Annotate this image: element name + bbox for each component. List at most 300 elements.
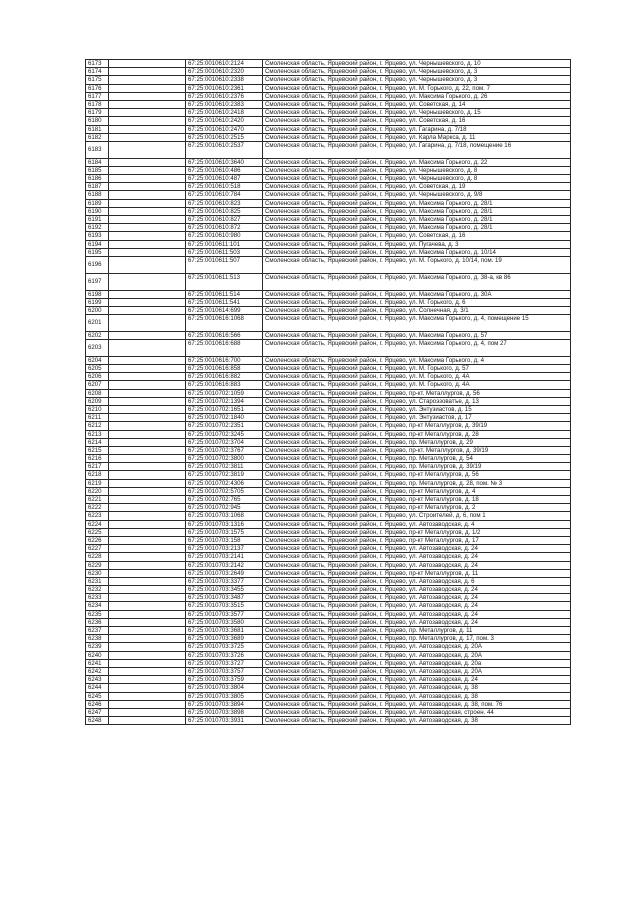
object-address: Смоленская область, Ярцевский район, г. Ярцево, пр-кт Металлургов, д. 39/19 (263, 422, 571, 430)
row-number: 6200 (86, 306, 109, 314)
table-row (86, 340, 571, 357)
cadastral-number: 67:25:0010616:688 (186, 340, 263, 357)
row-number: 6187 (86, 183, 109, 191)
row-number: 6186 (86, 175, 109, 183)
row-number: 6225 (86, 528, 109, 536)
table-row (86, 643, 571, 651)
object-address: Смоленская область, Ярцевский район, г. Ярцево, ул. Энтузиастов, д. 15 (263, 405, 571, 413)
row-number: 6198 (86, 290, 109, 298)
row-number: 6182 (86, 133, 109, 141)
cadastral-number: 67:25:0010611:101 (186, 240, 263, 248)
row-empty-cell (109, 692, 186, 700)
object-address: Смоленская область, Ярцевский район, г. Ярцево, ул. Автозаводская, д. 24 (263, 586, 571, 594)
table-row (86, 586, 571, 594)
table-row (86, 183, 571, 191)
object-address: Смоленская область, Ярцевский район, г. Ярцево, ул. Автозаводская, д. 20А (263, 651, 571, 659)
row-empty-cell (109, 586, 186, 594)
cadastral-number: 67:25:0010703:3726 (186, 651, 263, 659)
object-address: Смоленская область, Ярцевский район, г. Ярцево, ул. Чернышевского, д. 3 (263, 76, 571, 84)
object-address: Смоленская область, Ярцевский район, г. Ярцево, ул. М. Горького, д. 22, пом. 7 (263, 84, 571, 92)
cadastral-number: 67:25:0010614:699 (186, 306, 263, 314)
row-empty-cell (109, 365, 186, 373)
object-address: Смоленская область, Ярцевский район, г. Ярцево, ул. Чернышевского, д. 8 (263, 175, 571, 183)
object-address: Смоленская область, Ярцевский район, г. Ярцево, ул. М. Горького, д. 10/14, пом. 19 (263, 256, 571, 273)
table-row (86, 191, 571, 199)
row-empty-cell (109, 487, 186, 495)
table-row (86, 141, 571, 158)
table-row (86, 667, 571, 675)
cadastral-number: 67:25:0010616:1068 (186, 315, 263, 332)
table-row (86, 635, 571, 643)
row-number: 6173 (86, 60, 109, 68)
row-empty-cell (109, 561, 186, 569)
table-row (86, 561, 571, 569)
cadastral-number: 67:25:0010610:486 (186, 166, 263, 174)
row-empty-cell (109, 232, 186, 240)
row-number: 6238 (86, 635, 109, 643)
cadastral-number: 67:25:0010616:883 (186, 381, 263, 389)
cadastral-number: 67:25:0010610:2361 (186, 84, 263, 92)
table-row (86, 496, 571, 504)
table-row (86, 504, 571, 512)
object-address: Смоленская область, Ярцевский район, г. Ярцево, ул. Пугачева, д. 3 (263, 240, 571, 248)
row-number: 6188 (86, 191, 109, 199)
row-number: 6195 (86, 248, 109, 256)
row-empty-cell (109, 158, 186, 166)
object-address: Смоленская область, Ярцевский район, г. Ярцево, пр. Металлургов, д. 17, пом. 3 (263, 635, 571, 643)
row-number: 6240 (86, 651, 109, 659)
object-address: Смоленская область, Ярцевский район, г. Ярцево, ул. Максима Горького, д. 30А (263, 290, 571, 298)
row-number: 6237 (86, 627, 109, 635)
row-number: 6217 (86, 463, 109, 471)
object-address: Смоленская область, Ярцевский район, г. Ярцево, ул. Автозаводская, д. 38, пом. 76 (263, 700, 571, 708)
row-empty-cell (109, 397, 186, 405)
row-number: 6205 (86, 365, 109, 373)
cadastral-number: 67:25:0010610:3640 (186, 158, 263, 166)
cadastral-number: 67:25:0010703:3681 (186, 627, 263, 635)
row-empty-cell (109, 191, 186, 199)
row-number: 6221 (86, 496, 109, 504)
object-address: Смоленская область, Ярцевский район, г. Ярцево, ул. Солнечная, д. 3/1 (263, 306, 571, 314)
object-address: Смоленская область, Ярцевский район, г. Ярцево, пр-кт Металлургов, д. 1/2 (263, 528, 571, 536)
row-number: 6194 (86, 240, 109, 248)
row-number: 6180 (86, 117, 109, 125)
row-empty-cell (109, 248, 186, 256)
row-number: 6224 (86, 520, 109, 528)
table-row (86, 109, 571, 117)
cadastral-number: 67:25:0010703:3898 (186, 708, 263, 716)
table-row (86, 248, 571, 256)
row-number: 6212 (86, 422, 109, 430)
object-address: Смоленская область, Ярцевский район, г. Ярцево, ул. Максима Горького, д. 4 (263, 356, 571, 364)
cadastral-number: 67:25:0010703:3377 (186, 577, 263, 585)
row-number: 6219 (86, 479, 109, 487)
object-address: Смоленская область, Ярцевский район, г. Ярцево, ул. Автозаводская, д. 38 (263, 692, 571, 700)
row-empty-cell (109, 76, 186, 84)
cadastral-number: 67:25:0010703:3805 (186, 692, 263, 700)
row-empty-cell (109, 463, 186, 471)
table-row (86, 414, 571, 422)
row-number: 6243 (86, 676, 109, 684)
row-empty-cell (109, 175, 186, 183)
table-row (86, 290, 571, 298)
row-empty-cell (109, 659, 186, 667)
table-row (86, 536, 571, 544)
cadastral-number: 67:25:0010703:158 (186, 536, 263, 544)
table-row (86, 577, 571, 585)
object-address: Смоленская область, Ярцевский район, г. Ярцево, ул. Автозаводская, д. 20А (263, 667, 571, 675)
cadastral-number: 67:25:0010702:1651 (186, 405, 263, 413)
row-number: 6228 (86, 553, 109, 561)
object-address: Смоленская область, Ярцевский район, г. Ярцево, ул. Советская, д. 16 (263, 117, 571, 125)
row-empty-cell (109, 610, 186, 618)
object-address: Смоленская область, Ярцевский район, г. Ярцево, ул. Чернышевского, д. 10 (263, 60, 571, 68)
row-number: 6216 (86, 455, 109, 463)
row-number: 6207 (86, 381, 109, 389)
object-address: Смоленская область, Ярцевский район, г. Ярцево, ул. Автозаводская, д. 24 (263, 610, 571, 618)
table-row (86, 471, 571, 479)
object-address: Смоленская область, Ярцевский район, г. Ярцево, пр-кт Металлургов, д. 2 (263, 504, 571, 512)
cadastral-number: 67:25:0010702:3819 (186, 471, 263, 479)
cadastral-number: 67:25:0010702:945 (186, 504, 263, 512)
cadastral-number: 67:25:0010610:2537 (186, 141, 263, 158)
cadastral-number: 67:25:0010702:3245 (186, 430, 263, 438)
table-row (86, 199, 571, 207)
row-empty-cell (109, 520, 186, 528)
table-row (86, 446, 571, 454)
row-number: 6204 (86, 356, 109, 364)
table-row (86, 273, 571, 290)
table-row (86, 717, 571, 725)
cadastral-number: 67:25:0010610:487 (186, 175, 263, 183)
object-address: Смоленская область, Ярцевский район, г. Ярцево, ул. Максима Горького, д. 22 (263, 158, 571, 166)
table-row (86, 438, 571, 446)
object-address: Смоленская область, Ярцевский район, г. Ярцево, ул. Максима Горького, д. 4, пом 27 (263, 340, 571, 357)
row-empty-cell (109, 479, 186, 487)
table-row (86, 158, 571, 166)
object-address: Смоленская область, Ярцевский район, г. Ярцево, ул. Карла Маркса, д. 11 (263, 133, 571, 141)
table-row (86, 545, 571, 553)
row-empty-cell (109, 183, 186, 191)
row-empty-cell (109, 207, 186, 215)
object-address: Смоленская область, Ярцевский район, г. Ярцево, ул. Максима Горького, д. 38-а, кв 86 (263, 273, 571, 290)
row-empty-cell (109, 430, 186, 438)
object-address: Смоленская область, Ярцевский район, г. Ярцево, пр. Металлургов, д. 54 (263, 455, 571, 463)
row-empty-cell (109, 356, 186, 364)
table-row (86, 422, 571, 430)
table-row (86, 627, 571, 635)
cadastral-number: 67:25:0010702:1059 (186, 389, 263, 397)
object-address: Смоленская область, Ярцевский район, г. Ярцево, пр-кт Металлургов, д. 28 (263, 430, 571, 438)
row-empty-cell (109, 125, 186, 133)
row-empty-cell (109, 602, 186, 610)
table-row (86, 708, 571, 716)
object-address: Смоленская область, Ярцевский район, г. Ярцево, ул. М. Горького, д. 4А (263, 381, 571, 389)
row-empty-cell (109, 224, 186, 232)
row-empty-cell (109, 117, 186, 125)
row-empty-cell (109, 594, 186, 602)
object-address: Смоленская область, Ярцевский район, г. Ярцево, ул. Автозаводская, д. 24 (263, 594, 571, 602)
cadastral-number: 67:25:0010703:3804 (186, 684, 263, 692)
cadastral-number: 67:25:0010703:3487 (186, 594, 263, 602)
cadastral-number: 67:25:0010703:3757 (186, 667, 263, 675)
row-number: 6227 (86, 545, 109, 553)
row-empty-cell (109, 471, 186, 479)
cadastral-number: 67:25:0010702:1394 (186, 397, 263, 405)
table-row (86, 100, 571, 108)
table-row (86, 232, 571, 240)
row-number: 6248 (86, 717, 109, 725)
table-row (86, 700, 571, 708)
table-row (86, 224, 571, 232)
row-empty-cell (109, 60, 186, 68)
row-empty-cell (109, 68, 186, 76)
table-row (86, 389, 571, 397)
table-row (86, 175, 571, 183)
row-empty-cell (109, 651, 186, 659)
row-number: 6241 (86, 659, 109, 667)
table-row (86, 68, 571, 76)
row-empty-cell (109, 414, 186, 422)
row-number: 6174 (86, 68, 109, 76)
row-empty-cell (109, 627, 186, 635)
row-number: 6246 (86, 700, 109, 708)
table-row (86, 692, 571, 700)
cadastral-number: 67:25:0010610:2470 (186, 125, 263, 133)
cadastral-number: 67:25:0010610:827 (186, 215, 263, 223)
row-empty-cell (109, 569, 186, 577)
table-row (86, 315, 571, 332)
row-empty-cell (109, 199, 186, 207)
cadastral-number: 67:25:0010611:541 (186, 298, 263, 306)
row-empty-cell (109, 141, 186, 158)
table-row (86, 256, 571, 273)
object-address: Смоленская область, Ярцевский район, г. Ярцево, ул. Автозаводская, д. 24 (263, 602, 571, 610)
row-number: 6230 (86, 569, 109, 577)
row-number: 6202 (86, 331, 109, 339)
cadastral-number: 67:25:0010702:2351 (186, 422, 263, 430)
registry-table-body (86, 60, 571, 725)
row-number: 6236 (86, 618, 109, 626)
table-row (86, 84, 571, 92)
cadastral-number: 67:25:0010610:980 (186, 232, 263, 240)
row-empty-cell (109, 92, 186, 100)
row-empty-cell (109, 577, 186, 585)
table-row (86, 463, 571, 471)
table-row (86, 166, 571, 174)
row-empty-cell (109, 273, 186, 290)
cadastral-number: 67:25:0010616:700 (186, 356, 263, 364)
row-number: 6247 (86, 708, 109, 716)
object-address: Смоленская область, Ярцевский район, г. Ярцево, ул. Автозаводская, д. 20а (263, 659, 571, 667)
object-address: Смоленская область, Ярцевский район, г. Ярцево, ул. Строителей, д. 6, пом 1 (263, 512, 571, 520)
row-empty-cell (109, 455, 186, 463)
cadastral-number: 67:25:0010703:3759 (186, 676, 263, 684)
cadastral-number: 67:25:0010703:3455 (186, 586, 263, 594)
object-address: Смоленская область, Ярцевский район, г. Ярцево, пр. Металлургов, д. 29 (263, 438, 571, 446)
table-row (86, 569, 571, 577)
row-empty-cell (109, 618, 186, 626)
cadastral-number: 67:25:0010703:2142 (186, 561, 263, 569)
object-address: Смоленская область, Ярцевский район, г. Ярцево, ул. Максима Горького, д. 26 (263, 92, 571, 100)
row-number: 6177 (86, 92, 109, 100)
row-empty-cell (109, 166, 186, 174)
object-address: Смоленская область, Ярцевский район, г. Ярцево, пр-кт Металлургов, д. 17 (263, 536, 571, 544)
object-address: Смоленская область, Ярцевский район, г. Ярцево, пр. Металлургов, д. 11 (263, 627, 571, 635)
object-address: Смоленская область, Ярцевский район, г. Ярцево, ул. М. Горького, д. 4А (263, 373, 571, 381)
row-number: 6233 (86, 594, 109, 602)
table-row (86, 594, 571, 602)
row-empty-cell (109, 315, 186, 332)
table-row (86, 610, 571, 618)
row-empty-cell (109, 676, 186, 684)
table-row (86, 455, 571, 463)
row-empty-cell (109, 496, 186, 504)
object-address: Смоленская область, Ярцевский район, г. Ярцево, ул. Автозаводская, д. 4 (263, 520, 571, 528)
cadastral-number: 67:25:0010610:823 (186, 199, 263, 207)
cadastral-number: 67:25:0010703:3931 (186, 717, 263, 725)
cadastral-number: 67:25:0010703:1068 (186, 512, 263, 520)
object-address: Смоленская область, Ярцевский район, г. Ярцево, ул. Гагарина, д. 7/18 (263, 125, 571, 133)
registry-table (85, 59, 571, 725)
cadastral-number: 67:25:0010703:3515 (186, 602, 263, 610)
table-row (86, 487, 571, 495)
object-address: Смоленская область, Ярцевский район, г. Ярцево, ул. Максима Горького, д. 10/14 (263, 248, 571, 256)
row-empty-cell (109, 536, 186, 544)
row-empty-cell (109, 422, 186, 430)
row-empty-cell (109, 438, 186, 446)
table-row (86, 479, 571, 487)
object-address: Смоленская область, Ярцевский район, г. Ярцево, ул. Автозаводская, д. 24 (263, 553, 571, 561)
cadastral-number: 67:25:0010702:3767 (186, 446, 263, 454)
row-empty-cell (109, 635, 186, 643)
cadastral-number: 67:25:0010610:784 (186, 191, 263, 199)
row-number: 6179 (86, 109, 109, 117)
table-row (86, 92, 571, 100)
table-row (86, 215, 571, 223)
row-number: 6226 (86, 536, 109, 544)
cadastral-number: 67:25:0010702:3800 (186, 455, 263, 463)
row-number: 6213 (86, 430, 109, 438)
table-row (86, 676, 571, 684)
row-number: 6206 (86, 373, 109, 381)
row-empty-cell (109, 373, 186, 381)
row-empty-cell (109, 528, 186, 536)
table-row (86, 651, 571, 659)
row-empty-cell (109, 684, 186, 692)
cadastral-number: 67:25:0010703:3725 (186, 643, 263, 651)
table-row (86, 117, 571, 125)
object-address: Смоленская область, Ярцевский район, г. Ярцево, пр. Металлургов, д. 28, пом. № 3 (263, 479, 571, 487)
object-address: Смоленская область, Ярцевский район, г. Ярцево, ул. Автозаводская, д. 6 (263, 577, 571, 585)
row-empty-cell (109, 240, 186, 248)
object-address: Смоленская область, Ярцевский район, г. Ярцево, пр-кт. Металлургов, д. 39/19 (263, 446, 571, 454)
cadastral-number: 67:25:0010611:507 (186, 256, 263, 273)
object-address: Смоленская область, Ярцевский район, г. Ярцево, ул. Максима Горького, д. 28/1 (263, 224, 571, 232)
row-empty-cell (109, 553, 186, 561)
object-address: Смоленская область, Ярцевский район, г. Ярцево, пр-кт Металлургов, д. 56 (263, 471, 571, 479)
row-number: 6192 (86, 224, 109, 232)
row-empty-cell (109, 84, 186, 92)
cadastral-number: 67:25:0010610:2376 (186, 92, 263, 100)
table-row (86, 381, 571, 389)
row-empty-cell (109, 381, 186, 389)
row-number: 6193 (86, 232, 109, 240)
row-empty-cell (109, 290, 186, 298)
object-address: Смоленская область, Ярцевский район, г. Ярцево, ул. Чернышевского, д. 15 (263, 109, 571, 117)
row-empty-cell (109, 446, 186, 454)
table-row (86, 520, 571, 528)
row-number: 6203 (86, 340, 109, 357)
object-address: Смоленская область, Ярцевский район, г. Ярцево, ул. Автозаводская, строен. 44 (263, 708, 571, 716)
table-row (86, 298, 571, 306)
table-row (86, 553, 571, 561)
row-number: 6175 (86, 76, 109, 84)
object-address: Смоленская область, Ярцевский район, г. Ярцево, пр-кт Металлургов, д. 11 (263, 569, 571, 577)
cadastral-number: 67:25:0010611:513 (186, 273, 263, 290)
object-address: Смоленская область, Ярцевский район, г. Ярцево, ул. Максима Горького, д. 28/1 (263, 215, 571, 223)
table-row (86, 512, 571, 520)
cadastral-number: 67:25:0010702:5705 (186, 487, 263, 495)
object-address: Смоленская область, Ярцевский район, г. Ярцево, ул. М. Горького, д. 6 (263, 298, 571, 306)
row-number: 6231 (86, 577, 109, 585)
object-address: Смоленская область, Ярцевский район, г. Ярцево, ул. Максима Горького, д. 4, помещение 15 (263, 315, 571, 332)
row-number: 6235 (86, 610, 109, 618)
row-number: 6229 (86, 561, 109, 569)
cadastral-number: 67:25:0010610:2515 (186, 133, 263, 141)
object-address: Смоленская область, Ярцевский район, г. Ярцево, пр-кт Металлургов, д. 4 (263, 487, 571, 495)
row-number: 6191 (86, 215, 109, 223)
row-number: 6232 (86, 586, 109, 594)
cadastral-number: 67:25:0010703:3894 (186, 700, 263, 708)
table-row (86, 684, 571, 692)
row-number: 6184 (86, 158, 109, 166)
object-address: Смоленская область, Ярцевский район, г. Ярцево, пр-кт Металлургов, д. 18 (263, 496, 571, 504)
row-number: 6223 (86, 512, 109, 520)
row-number: 6222 (86, 504, 109, 512)
row-number: 6178 (86, 100, 109, 108)
object-address: Смоленская область, Ярцевский район, г. Ярцево, ул. Советская, д. 14 (263, 100, 571, 108)
object-address: Смоленская область, Ярцевский район, г. Ярцево, ул. Автозаводская, д. 24 (263, 618, 571, 626)
cadastral-number: 67:25:0010610:2383 (186, 100, 263, 108)
table-row (86, 430, 571, 438)
object-address: Смоленская область, Ярцевский район, г. Ярцево, ул. Автозаводская, д. 24 (263, 676, 571, 684)
row-number: 6196 (86, 256, 109, 273)
cadastral-number: 67:25:0010610:872 (186, 224, 263, 232)
cadastral-number: 67:25:0010703:2141 (186, 553, 263, 561)
object-address: Смоленская область, Ярцевский район, г. Ярцево, ул. Максима Горького, д. 28/1 (263, 207, 571, 215)
row-empty-cell (109, 133, 186, 141)
row-number: 6245 (86, 692, 109, 700)
object-address: Смоленская область, Ярцевский район, г. Ярцево, ул. Автозаводская, д. 20А (263, 643, 571, 651)
table-row (86, 125, 571, 133)
cadastral-number: 67:25:0010702:3704 (186, 438, 263, 446)
row-empty-cell (109, 215, 186, 223)
row-number: 6181 (86, 125, 109, 133)
row-number: 6210 (86, 405, 109, 413)
row-number: 6185 (86, 166, 109, 174)
row-number: 6220 (86, 487, 109, 495)
row-number: 6218 (86, 471, 109, 479)
object-address: Смоленская область, Ярцевский район, г. Ярцево, ул. Максима Горького, д. 28/1 (263, 199, 571, 207)
table-row (86, 207, 571, 215)
object-address: Смоленская область, Ярцевский район, г. Ярцево, ул. Чернышевского, д. 9/8 (263, 191, 571, 199)
table-row (86, 373, 571, 381)
row-number: 6183 (86, 141, 109, 158)
table-row (86, 602, 571, 610)
row-number: 6201 (86, 315, 109, 332)
cadastral-number: 67:25:0010703:3727 (186, 659, 263, 667)
